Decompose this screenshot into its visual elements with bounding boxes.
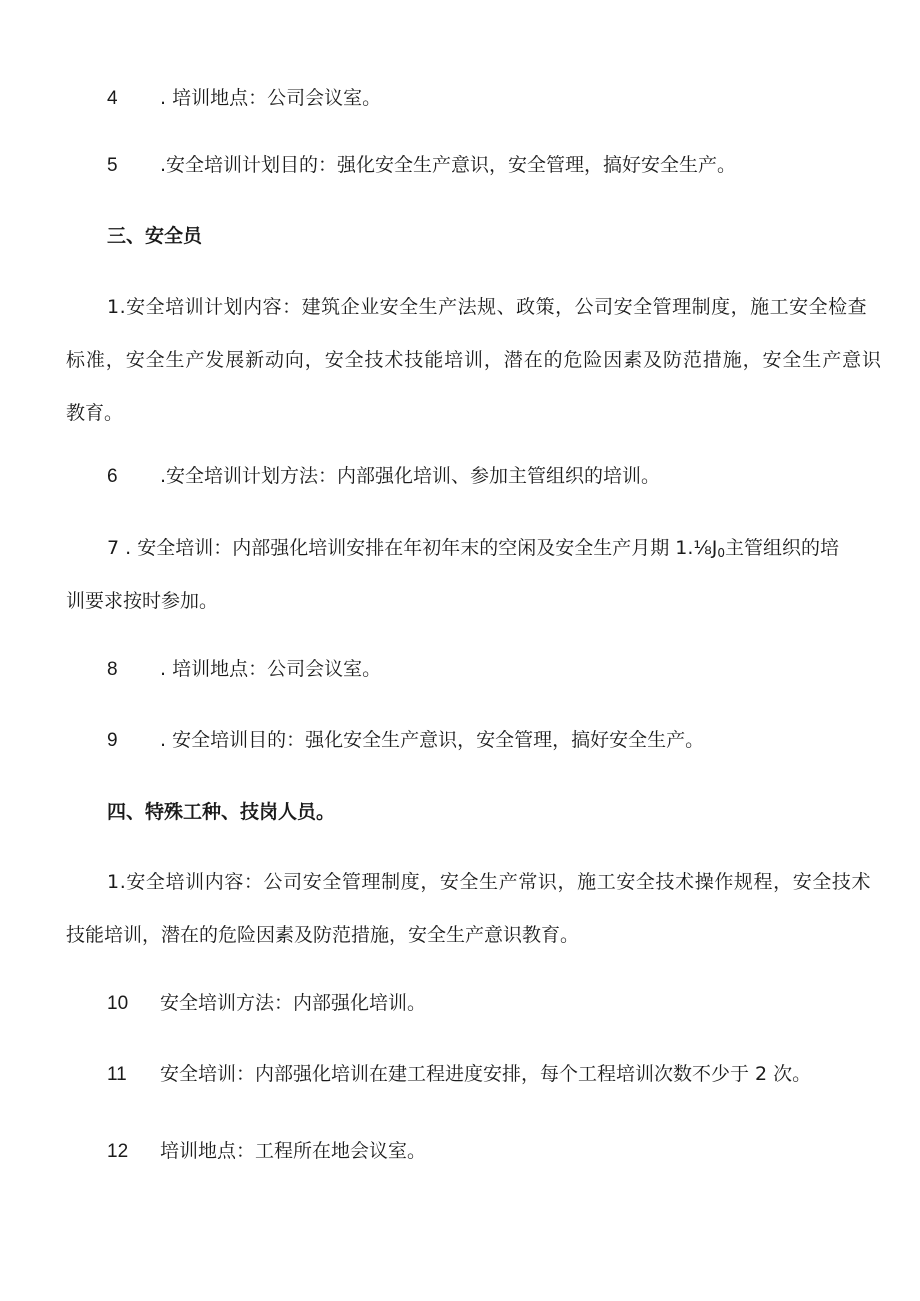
paragraph-line-part: 7 . 安全培训：内部强化培训安排在年初年末的空闲及安全生产月期 1.⅛J [107, 537, 718, 559]
paragraph [66, 870, 880, 976]
item-number: 6 [107, 466, 118, 487]
paragraph-line: 教育。 [66, 402, 124, 424]
paragraph-line: 1.安全培训计划内容：建筑企业安全生产法规、政策，公司安全管理制度，施工安全检查 [107, 296, 868, 318]
item-number: 9 [107, 730, 118, 751]
paragraph-line: 技能培训，潜在的危险因素及防范措施，安全生产意识教育。 [66, 924, 580, 946]
section-heading: 三、安全员 [107, 225, 203, 247]
item-text: . 培训地点：公司会议室。 [160, 658, 382, 680]
paragraph-line-part: 主管组织的培 [725, 537, 840, 559]
item-number: 11 [107, 1064, 127, 1085]
item-text: .安全培训计划目的：强化安全生产意识，安全管理，搞好安全生产。 [160, 154, 737, 176]
item-number: 5 [107, 155, 118, 176]
item-text: . 培训地点：公司会议室。 [160, 87, 382, 109]
paragraph-line [66, 536, 880, 560]
item-text: 安全培训：内部强化培训在建工程进度安排，每个工程培训次数不少于 2 次。 [160, 1063, 812, 1085]
paragraph-line: 1.安全培训内容：公司安全管理制度，安全生产常识，施工安全技术操作规程，安全技术 [107, 871, 872, 893]
subscript: 0 [717, 546, 726, 560]
item-number: 4 [107, 88, 118, 109]
paragraph-line: 标准，安全生产发展新动向，安全技术技能培训，潜在的危险因素及防范措施，安全生产意识 [66, 349, 882, 371]
item-number: 10 [107, 993, 129, 1014]
paragraph [66, 295, 880, 454]
paragraph [66, 536, 880, 642]
section-heading: 四、特殊工种、技岗人员。 [107, 801, 336, 823]
item-text: .安全培训计划方法：内部强化培训、参加主管组织的培训。 [160, 465, 661, 487]
item-text: 安全培训方法：内部强化培训。 [160, 992, 427, 1014]
paragraph-line: 训要求按时参加。 [66, 590, 219, 612]
item-text: 培训地点：工程所在地会议室。 [160, 1140, 427, 1162]
item-number: 8 [107, 659, 118, 680]
item-number: 12 [107, 1141, 129, 1162]
item-text: . 安全培训目的：强化安全生产意识，安全管理，搞好安全生产。 [160, 729, 705, 751]
